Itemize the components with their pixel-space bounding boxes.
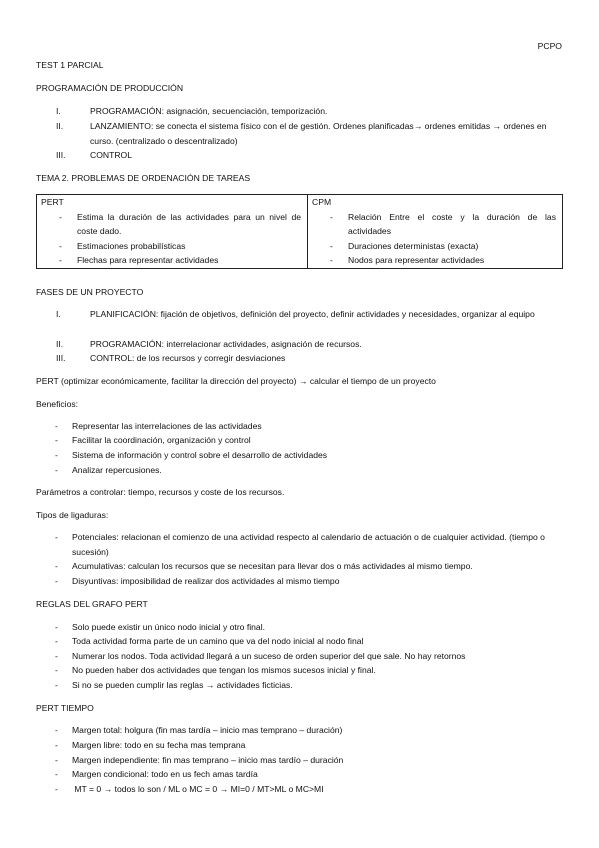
list-item-text: CONTROL <box>90 150 133 160</box>
list-item: - Relación Entre el coste y la duración de las actividades <box>330 211 556 237</box>
table-row <box>37 195 563 269</box>
list-item: - Margen condicional: todo en us fech amas tardía <box>55 769 258 779</box>
list-item-text: PLANIFICACIÓN: fijación de objetivos, definición del proyecto, definir actividades y necesidades, organizar al equipo <box>90 309 535 319</box>
list-item: - Sistema de información y control sobre el desarrollo de actividades <box>55 450 328 460</box>
cpm-header: CPM <box>312 197 332 207</box>
test-title: TEST 1 PARCIAL <box>36 60 104 70</box>
list-item-text: PROGRAMACIÓN: interrelacionar actividades, asignación de recursos. <box>90 339 362 349</box>
list-item: - No pueden haber dos actividades que tengan los mismos sucesos inicial y final. <box>55 665 376 675</box>
list-item: - Flechas para representar actividades <box>59 255 219 266</box>
pert-definition: PERT (optimizar económicamente, facilitar la dirección del proyecto) → calcular el tiempo de un proyecto <box>36 376 436 386</box>
parametros-line: Parámetros a controlar: tiempo, recursos y coste de los recursos. <box>36 487 285 497</box>
list-item: - Facilitar la coordinación, organización y control <box>55 435 251 445</box>
list-item: - Margen libre: todo en su fecha mas temprana <box>55 740 246 750</box>
list-item: - Representar las interrelaciones de las actividades <box>55 421 262 431</box>
reglas-title: REGLAS DEL GRAFO PERT <box>36 599 148 609</box>
list-item: - Si no se pueden cumplir las reglas → actividades ficticias. <box>55 680 293 690</box>
section-title-fases: FASES DE UN PROYECTO <box>36 287 144 297</box>
pert-cell <box>37 195 308 269</box>
roman-numeral: III. <box>56 353 66 363</box>
pert-tiempo-title: PERT TIEMPO <box>36 703 94 713</box>
list-item: - Duraciones deterministas (exacta) <box>330 240 479 251</box>
pert-header: PERT <box>41 197 64 207</box>
list-item: - MT = 0 → todos lo son / ML o MC = 0 → MI=0 / MT>ML o MC>MI <box>55 784 324 794</box>
list-item: - Disyuntivas: imposibilidad de realizar dos actividades al mismo tiempo <box>55 576 340 586</box>
list-item: - Acumulativas: calculan los recursos que se necesitan para llevar dos o más actividades al mismo tiempo. <box>55 561 473 571</box>
list-item: - Estima la duración de las actividades para un nivel de coste dado. <box>59 211 301 237</box>
cpm-cell <box>308 195 563 269</box>
list-item: - Solo puede existir un único nodo inicial y otro final. <box>55 622 265 632</box>
roman-numeral: I. <box>56 309 61 319</box>
list-item: - Estimaciones probabilísticas <box>59 240 186 251</box>
list-item <box>36 119 563 149</box>
list-item <box>36 337 563 352</box>
list-item: - Nodos para representar actividades <box>330 255 485 266</box>
list-item: - Margen independiente: fin mas temprano – inicio mas tardío – duración <box>55 755 344 765</box>
list-item: - Analizar repercusiones. <box>55 465 162 475</box>
roman-numeral: III. <box>56 150 66 160</box>
section-title-programacion: PROGRAMACIÓN DE PRODUCCIÓN <box>36 83 184 93</box>
header-course-code: PCPO <box>537 41 562 51</box>
list-item <box>36 148 563 163</box>
list-item <box>36 307 563 337</box>
ligaduras-title: Tipos de ligaduras: <box>36 510 109 520</box>
list-item: - Numerar los nodos. Toda actividad llegará a un suceso de orden superior del que sale. No hay retornos <box>55 651 466 661</box>
pert-cpm-comparison-table <box>36 194 563 269</box>
roman-numeral: II. <box>56 339 64 349</box>
list-item-text: CONTROL: de los recursos y corregir desviaciones <box>90 353 286 363</box>
section-title-tema2: TEMA 2. PROBLEMAS DE ORDENACIÓN DE TAREAS <box>36 173 251 183</box>
beneficios-title: Beneficios: <box>36 399 79 409</box>
list-item: - Toda actividad forma parte de un camino que va del nodo inicial al nodo final <box>55 636 364 646</box>
list-item: - Margen total: holgura (fin mas tardía – inicio mas temprano – duración) <box>55 725 343 735</box>
list-item-text: LANZAMIENTO: se conecta el sistema físico con el de gestión. Ordenes planificadas→ ordenes emitidas → ordenes en curso. (centralizado o descentralizado) <box>90 121 547 146</box>
roman-numeral: II. <box>56 121 64 131</box>
list-item <box>36 104 563 119</box>
list-item: - Potenciales: relacionan el comienzo de una actividad respecto al calendario de actuación o de cualquier actividad. (tiempo o sucesión) <box>55 532 545 557</box>
list-item-text: PROGRAMACIÓN: asignación, secuenciación, temporización. <box>90 106 328 116</box>
list-item <box>36 351 563 366</box>
roman-numeral: I. <box>56 106 61 116</box>
